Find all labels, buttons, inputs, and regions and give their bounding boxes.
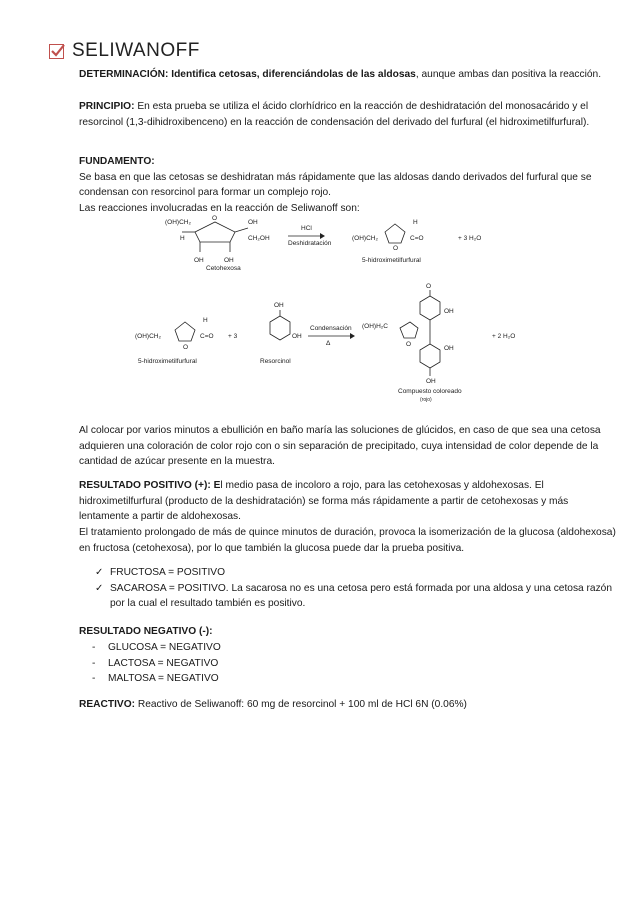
hmf-reactant-o: O: [183, 344, 189, 351]
compound-o-top: O: [426, 283, 432, 290]
positivo-paragraph: [79, 478, 619, 557]
reactivo-paragraph: [79, 697, 619, 713]
resorcinol-structure: [270, 310, 290, 340]
cetohexosa-structure: [182, 222, 248, 252]
resorcinol-label: Resorcinol: [260, 358, 291, 365]
positivo-list: [95, 565, 620, 612]
arrow1-top-label: HCl: [301, 225, 312, 232]
compound-note: (rojo): [420, 397, 432, 403]
reactivo-text: Reactivo de Seliwanoff: 60 mg de resorcinol + 100 ml de HCl 6N (0.06%): [135, 699, 467, 710]
dash-bullet: -: [92, 657, 96, 669]
hmf-reactant-co: C=O: [200, 333, 214, 340]
principio-label: PRINCIPIO:: [79, 101, 135, 112]
list-item: [95, 565, 620, 581]
procedimiento-paragraph: Al colocar por varios minutos a ebullición en baño maría las soluciones de glúcidos, en caso de que sea una cetosa adquieren una coloración de color rojo con o sin separación de precipitado, cuya intensidad de color depende de la cantidad de azúcar presente en la muestra.: [79, 425, 601, 468]
compound-o-ring: O: [406, 341, 412, 348]
positivo-text: l medio pasa de incoloro a rojo, para las cetohexosas y aldohexosas. El hidroximetilfurfural (producto de la deshidratación) se forma más rápidamente a partir de cetohexosas y más lentamente a partir de aldohexosas.: [79, 480, 569, 523]
compound-oh-bottom: OH: [426, 378, 436, 385]
resorcinol-oh-top: OH: [274, 302, 284, 309]
resorcinol-oh-right: OH: [292, 333, 302, 340]
arrow1-bottom-label: Deshidratación: [288, 240, 332, 247]
determinacion-text: , aunque ambas dan positiva la reacción.: [415, 69, 602, 80]
hmf-o-label: O: [393, 245, 399, 252]
compound-oh-2: OH: [444, 345, 454, 352]
cetohexosa-oh-bl: OH: [194, 257, 204, 264]
list-item-text: MALTOSA = NEGATIVO: [108, 673, 219, 685]
cetohexosa-o-label: O: [212, 215, 218, 222]
principio-paragraph: [79, 99, 619, 130]
dash-bullet: -: [92, 642, 96, 653]
compuesto-coloreado-structure: [400, 290, 440, 376]
compound-oh-1: OH: [444, 308, 454, 315]
hmf-co-label: C=O: [410, 235, 424, 242]
fundamento-reactions-intro: Las reacciones involucradas en la reacción de Seliwanoff son:: [79, 203, 360, 215]
determinacion-paragraph: [79, 67, 619, 83]
list-item: [95, 581, 620, 612]
positivo-label: RESULTADO POSITIVO (+): E: [79, 480, 221, 491]
determinacion-label: DETERMINACIÓN: Identifica cetosas, diferenciándolas de las aldosas: [79, 69, 416, 80]
principio-text: En esta prueba se utiliza el ácido clorhídrico en la reacción de deshidratación del monosacárido y el resorcinol (1,3-dihidroxibenceno) en la reacción de condensación del derivado del furfural (el hidroximetilfurfural).: [79, 101, 590, 128]
reaction2-water: + 2 H₂O: [492, 333, 516, 340]
list-item-text: FRUCTOSA = POSITIVO: [110, 567, 226, 578]
cetohexosa-label: Cetohexosa: [206, 265, 241, 272]
fundamento-paragraph: [79, 154, 619, 217]
hmf-product-label: 5-hidroximetilfurfural: [362, 257, 421, 264]
hmf-reactant-structure: [175, 322, 195, 341]
title-row: [49, 40, 200, 62]
page-title: SELIWANOFF: [72, 40, 200, 61]
reaction-scheme: [120, 210, 550, 410]
list-item: [92, 671, 221, 687]
negativo-heading: [79, 624, 619, 640]
list-item: [92, 640, 221, 656]
hmf-ohh2c-label: (OH)CH₂: [352, 235, 378, 242]
fundamento-label: FUNDAMENTO:: [79, 156, 155, 167]
reactivo-label: REACTIVO:: [79, 699, 136, 710]
list-item-text: GLUCOSA = NEGATIVO: [108, 642, 221, 653]
list-item-text: SACAROSA = POSITIVO. La sacarosa no es una cetosa pero está formada por una aldosa y una cetosa razón por la cual el resultado también es positivo.: [110, 582, 613, 610]
hmf-product-structure: [385, 224, 405, 243]
cetohexosa-oh-br: OH: [224, 257, 234, 264]
reaction1-water: + 3 H₂O: [458, 235, 482, 242]
hmf-reactant-ohh2c: (OH)CH₂: [135, 333, 161, 340]
reaction2-coefficient: + 3: [228, 333, 238, 340]
negativo-label: RESULTADO NEGATIVO (-):: [79, 626, 213, 637]
arrow2-top-label: Condensación: [310, 325, 352, 332]
list-item: [92, 656, 221, 672]
hmf-reactant-label: 5-hidroximetilfurfural: [138, 358, 197, 365]
positivo-text-2: El tratamiento prolongado de más de quince minutos de duración, provoca la isomerización de la glucosa (aldohexosa) en fructosa (cetohexosa), por lo que también la glucosa puede dar la prueba positiva.: [79, 527, 616, 554]
dash-bullet: -: [92, 673, 96, 685]
compound-ohh2c: (OH)H₂C: [362, 323, 388, 330]
compound-label: Compuesto coloreado: [398, 388, 462, 395]
checkmark-icon: ✓: [95, 567, 104, 578]
cetohexosa-ch2oh-label: (OH)CH₂: [165, 219, 191, 226]
arrow2-bottom-label: Δ: [326, 340, 331, 347]
hmf-h-label: H: [413, 219, 418, 226]
cetohexosa-h-left: H: [180, 235, 185, 242]
cetohexosa-ch2oh-right: CH₂OH: [248, 235, 270, 242]
list-item-text: LACTOSA = NEGATIVO: [108, 657, 219, 669]
negativo-list: [92, 640, 221, 687]
checked-checkbox-icon: [49, 44, 64, 59]
checkmark-icon: ✓: [95, 582, 104, 594]
cetohexosa-oh-top: OH: [248, 219, 258, 226]
hmf-reactant-h: H: [203, 317, 208, 324]
fundamento-text: Se basa en que las cetosas se deshidratan más rápidamente que las aldosas dando derivados del furfural que se condensan con resorcinol para formar un complejo rojo.: [79, 171, 592, 199]
